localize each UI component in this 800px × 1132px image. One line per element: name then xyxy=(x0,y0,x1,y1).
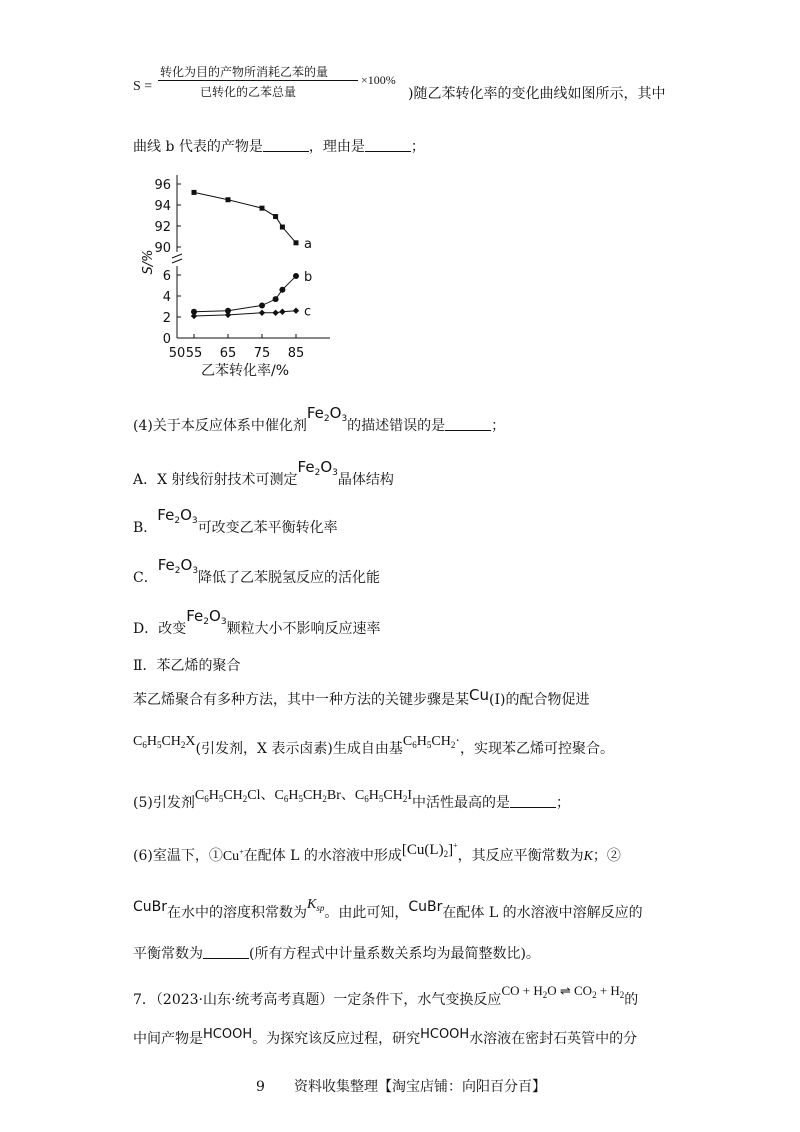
data-point-b xyxy=(259,302,265,308)
option-letter: D． xyxy=(133,621,159,637)
answer-blank[interactable] xyxy=(203,946,249,959)
data-point-c xyxy=(259,310,265,316)
y-tick-label: 2 xyxy=(162,311,171,326)
option-text: X 射线衍射技术可测定 xyxy=(157,472,298,488)
fe2o3-formula: $Fe_2O_3$ xyxy=(306,404,348,424)
question-6-line3: 平衡常数为 (所有方程式中计量系数关系均为最简整数比)。 xyxy=(133,946,540,962)
y-tick-label: 96 xyxy=(154,178,171,193)
data-point-a xyxy=(260,206,265,211)
question-line-b-product xyxy=(133,138,425,156)
fe2o3-formula: $Fe_2O_3$ xyxy=(157,556,199,576)
fraction-numerator: 转化为目的产物所消耗乙苯的量 xyxy=(160,65,329,79)
x-tick-label: 65 xyxy=(219,346,237,361)
data-point-a xyxy=(192,190,197,195)
y-tick-label: 4 xyxy=(162,290,171,305)
formula-lhs: S = xyxy=(133,79,153,94)
data-point-a xyxy=(280,225,285,230)
option-text: 改变 xyxy=(158,621,187,637)
option-b[interactable] xyxy=(133,506,338,542)
y-tick-label: 92 xyxy=(154,220,171,235)
initiator-list: $C_6H_5CH_2Cl$、$C_6H_5CH_2Br$、$C_6H_5CH_2I$ xyxy=(194,788,413,804)
q4-end: ； xyxy=(491,418,506,434)
paragraph-1: 苯乙烯聚合有多种方法，其中一种方法的关键步骤是某Cu(Ⅰ)的配合物促进 xyxy=(133,686,590,708)
line2-text-a: 曲线 b 代表的产物是 xyxy=(133,139,263,155)
option-text: 降低了乙苯脱氢反应的活化能 xyxy=(198,570,381,586)
y-axis-label: S/% xyxy=(141,249,156,275)
data-point-c xyxy=(279,309,285,315)
y-tick-label: 90 xyxy=(154,241,171,256)
series-line-b xyxy=(194,276,296,312)
x-tick-label: 50 xyxy=(168,346,186,361)
q4-suffix: 的描述错误的是 xyxy=(347,418,446,434)
cu-oxidation: (Ⅰ) xyxy=(488,692,506,708)
series-label-b: b xyxy=(304,270,313,286)
series-label-a: a xyxy=(304,236,312,252)
question-5: (5)引发剂$C_6H_5CH_2Cl$、$C_6H_5CH_2Br$、$C_6H_5CH_2I$中活性最高的是 ； xyxy=(133,788,571,811)
question-6: (6)室温下，①Cu+在配体 L 的水溶液中形成$[Cu(L)_2]^+$，其反应平衡常数为K；② xyxy=(133,841,621,864)
data-point-a xyxy=(226,197,231,202)
option-letter: C． xyxy=(133,570,158,586)
fe2o3-formula: $Fe_2O_3$ xyxy=(157,506,198,526)
formula-times: ×100% xyxy=(361,73,396,87)
data-point-a xyxy=(294,240,299,245)
page-number: 9 xyxy=(256,1079,265,1095)
data-point-b xyxy=(293,273,299,279)
y-tick-label: 94 xyxy=(154,199,171,214)
complex-formula: $[Cu(L)_2]^+$ xyxy=(401,841,458,859)
x-tick-label: 55 xyxy=(185,346,203,361)
x-tick-label: 85 xyxy=(287,346,305,361)
x-tick-label: 75 xyxy=(253,346,271,361)
question-7: 7．（2023·山东·统考高考真题）一定条件下，水气变换反应CO + $H_2O$ ⇌ $CO_2 + H_2$的 xyxy=(133,983,639,1008)
option-d[interactable] xyxy=(133,607,381,643)
answer-blank[interactable] xyxy=(365,139,411,152)
fraction-bar xyxy=(158,80,358,81)
data-point-a xyxy=(273,214,278,219)
y-tick-label: 0 xyxy=(162,332,171,347)
option-letter: A． xyxy=(133,472,158,488)
section-heading: Ⅱ．苯乙烯的聚合 xyxy=(133,658,241,674)
question-4 xyxy=(133,404,506,440)
data-point-b xyxy=(279,287,285,293)
data-point-c xyxy=(272,310,278,316)
y-tick-label: 6 xyxy=(162,269,171,284)
option-a[interactable] xyxy=(133,458,394,494)
series-line-a xyxy=(194,192,296,242)
question-6-line2: CuBr在水中的溶度积常数为$K_{sp}$。由此可知，CuBr在配体 L 的水溶液中溶解反应的 xyxy=(133,897,643,921)
data-point-b xyxy=(273,296,279,302)
axis-break-mark xyxy=(172,254,182,258)
formula-tail: )随乙苯转化率的变化曲线如图所示，其中 xyxy=(408,86,666,102)
answer-blank[interactable] xyxy=(263,139,309,152)
option-text: 晶体结构 xyxy=(337,472,394,488)
fraction-denominator: 已转化的乙苯总量 xyxy=(200,85,297,99)
footer-text: 资料收集整理【淘宝店铺：向阳百分百】 xyxy=(294,1079,546,1095)
line2-text-b: ，理由是 xyxy=(308,139,365,155)
answer-blank[interactable] xyxy=(510,795,556,808)
option-letter: B． xyxy=(133,520,158,536)
chart-layer xyxy=(141,175,330,379)
initiator-formula: $C_6H_5CH_2X$ xyxy=(133,734,196,750)
q4-prefix: (4)关于本反应体系中催化剂 xyxy=(133,418,307,434)
water-gas-shift-equation: CO + $H_2O$ ⇌ $CO_2 + H_2$ xyxy=(501,983,625,1000)
fe2o3-formula: $Fe_2O_3$ xyxy=(297,458,338,478)
cubr-formula: CuBr xyxy=(408,899,443,915)
series-label-c: c xyxy=(304,304,312,320)
radical-formula: $C_6H_5CH_2\cdot$ xyxy=(402,734,460,750)
question-7-line2: 中间产物是HCOOH。为探究该反应过程，研究HCOOH水溶液在密封石英管中的分 xyxy=(133,1027,638,1047)
k-symbol: K xyxy=(583,849,593,864)
x-axis-label: 乙苯转化率/% xyxy=(200,363,290,379)
hcooh-formula: HCOOH xyxy=(203,1027,253,1042)
cu-ion: Cu+ xyxy=(222,847,244,864)
paragraph-2: $C_6H_5CH_2X$(引发剂，X 表示卤素)生成自由基$C_6H_5CH_2\cdot$，实现苯乙烯可控聚合。 xyxy=(133,734,614,757)
cu-symbol: Cu xyxy=(469,686,489,704)
hcooh-formula: HCOOH xyxy=(420,1027,470,1042)
line2-text-c: ； xyxy=(410,139,425,155)
axis-break-mark xyxy=(172,259,182,263)
option-text: 颗粒大小不影响反应速率 xyxy=(226,621,381,637)
selectivity-chart xyxy=(130,170,350,385)
selectivity-fraction xyxy=(158,63,358,103)
option-text: 可改变乙苯平衡转化率 xyxy=(197,520,338,536)
option-c[interactable] xyxy=(133,556,381,592)
answer-blank[interactable] xyxy=(445,418,491,431)
cubr-formula: CuBr xyxy=(133,899,168,915)
fe2o3-formula: $Fe_2O_3$ xyxy=(186,607,227,627)
ksp-symbol: $K_{sp}$ xyxy=(307,897,325,913)
data-point-c xyxy=(293,308,299,314)
